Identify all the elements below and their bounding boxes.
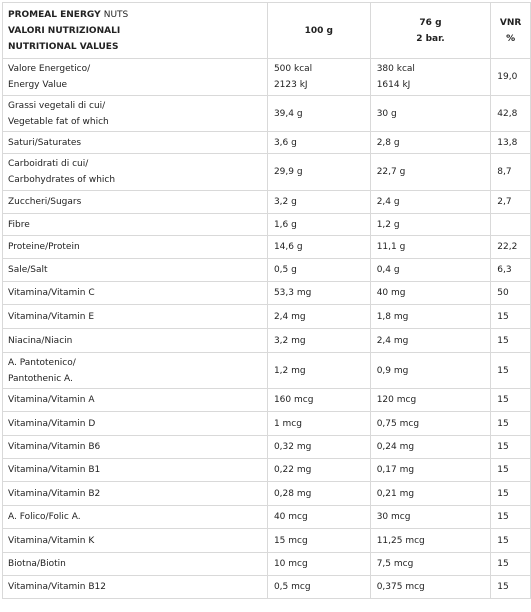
value-per-100g: 3,2 mg xyxy=(267,329,370,353)
table-row xyxy=(3,389,531,412)
nutrient-label: Vitamina/Vitamin B12 xyxy=(3,576,268,599)
value-per-portion: 1,8 mg xyxy=(370,305,491,329)
value-per-100g: 0,28 mg xyxy=(267,482,370,506)
value-per-100g: 15 mcg xyxy=(267,529,370,553)
value-per-100g: 3,6 g xyxy=(267,132,370,154)
value-per-100g: 1,6 g xyxy=(267,214,370,236)
vnr-percent: 8,7 xyxy=(491,154,531,191)
vnr-percent: 6,3 xyxy=(491,259,531,282)
vnr-percent: 2,7 xyxy=(491,191,531,214)
value-per-portion: 0,21 mg xyxy=(370,482,491,506)
vnr-percent: 15 xyxy=(491,436,531,459)
nutrient-label: Grassi vegetali di cui/ Vegetable fat of which xyxy=(3,96,268,132)
value-per-100g: 14,6 g xyxy=(267,236,370,259)
table-row xyxy=(3,436,531,459)
vnr-percent: 15 xyxy=(491,389,531,412)
vnr-percent: 15 xyxy=(491,506,531,529)
table-row xyxy=(3,191,531,214)
nutrient-label: Vitamina/Vitamin K xyxy=(3,529,268,553)
vnr-percent: 15 xyxy=(491,576,531,599)
table-row xyxy=(3,59,531,96)
table-row xyxy=(3,96,531,132)
value-per-100g: 53,3 mg xyxy=(267,282,370,305)
value-per-portion: 0,375 mcg xyxy=(370,576,491,599)
vnr-percent xyxy=(491,214,531,236)
column-header-portion: 76 g 2 bar. xyxy=(370,3,491,59)
nutrient-label: Vitamina/Vitamin B2 xyxy=(3,482,268,506)
value-per-portion: 30 g xyxy=(370,96,491,132)
nutrient-label: Proteine/Protein xyxy=(3,236,268,259)
table-row xyxy=(3,214,531,236)
table-row xyxy=(3,506,531,529)
value-per-portion: 11,1 g xyxy=(370,236,491,259)
vnr-percent: 15 xyxy=(491,482,531,506)
value-per-100g: 39,4 g xyxy=(267,96,370,132)
table-row xyxy=(3,282,531,305)
table-row xyxy=(3,482,531,506)
table-row xyxy=(3,132,531,154)
nutrient-label: Valore Energetico/ Energy Value xyxy=(3,59,268,96)
nutrient-label: Sale/Salt xyxy=(3,259,268,282)
value-per-portion: 22,7 g xyxy=(370,154,491,191)
value-per-portion: 380 kcal 1614 kJ xyxy=(370,59,491,96)
nutrient-label: Zuccheri/Sugars xyxy=(3,191,268,214)
value-per-100g: 0,5 mcg xyxy=(267,576,370,599)
value-per-100g: 1 mcg xyxy=(267,412,370,436)
table-row xyxy=(3,529,531,553)
table-row xyxy=(3,305,531,329)
value-per-portion: 7,5 mcg xyxy=(370,553,491,576)
table-title: PROMEAL ENERGY NUTS VALORI NUTRIZIONALI NUTRITIONAL VALUES xyxy=(3,3,268,59)
value-per-portion: 30 mcg xyxy=(370,506,491,529)
vnr-percent: 42,8 xyxy=(491,96,531,132)
vnr-percent: 15 xyxy=(491,353,531,389)
nutrient-label: A. Folico/Folic A. xyxy=(3,506,268,529)
value-per-100g: 0,5 g xyxy=(267,259,370,282)
table-row xyxy=(3,329,531,353)
value-per-portion: 2,4 mg xyxy=(370,329,491,353)
table-row xyxy=(3,576,531,599)
value-per-100g: 10 mcg xyxy=(267,553,370,576)
value-per-100g: 1,2 mg xyxy=(267,353,370,389)
value-per-100g: 0,22 mg xyxy=(267,459,370,482)
table-row xyxy=(3,412,531,436)
nutrient-label: Carboidrati di cui/ Carbohydrates of which xyxy=(3,154,268,191)
vnr-percent: 22,2 xyxy=(491,236,531,259)
value-per-portion: 1,2 g xyxy=(370,214,491,236)
value-per-portion: 2,8 g xyxy=(370,132,491,154)
value-per-100g: 29,9 g xyxy=(267,154,370,191)
table-row xyxy=(3,154,531,191)
vnr-percent: 15 xyxy=(491,305,531,329)
nutrient-label: Saturi/Saturates xyxy=(3,132,268,154)
vnr-percent: 19,0 xyxy=(491,59,531,96)
value-per-portion: 0,9 mg xyxy=(370,353,491,389)
nutrient-label: Fibre xyxy=(3,214,268,236)
nutrient-label: Vitamina/Vitamin B6 xyxy=(3,436,268,459)
table-row xyxy=(3,459,531,482)
vnr-percent: 15 xyxy=(491,329,531,353)
nutrient-label: Vitamina/Vitamin D xyxy=(3,412,268,436)
nutrient-label: A. Pantotenico/ Pantothenic A. xyxy=(3,353,268,389)
header-row xyxy=(3,3,531,59)
value-per-100g: 160 mcg xyxy=(267,389,370,412)
nutrient-label: Biotna/Biotin xyxy=(3,553,268,576)
nutrient-label: Vitamina/Vitamin E xyxy=(3,305,268,329)
vnr-percent: 15 xyxy=(491,553,531,576)
value-per-100g: 40 mcg xyxy=(267,506,370,529)
value-per-100g: 2,4 mg xyxy=(267,305,370,329)
value-per-portion: 2,4 g xyxy=(370,191,491,214)
value-per-100g: 0,32 mg xyxy=(267,436,370,459)
nutrition-table xyxy=(2,2,531,599)
value-per-portion: 0,17 mg xyxy=(370,459,491,482)
value-per-100g: 500 kcal 2123 kJ xyxy=(267,59,370,96)
table-row xyxy=(3,353,531,389)
value-per-portion: 0,4 g xyxy=(370,259,491,282)
vnr-percent: 15 xyxy=(491,459,531,482)
vnr-percent: 50 xyxy=(491,282,531,305)
value-per-portion: 40 mg xyxy=(370,282,491,305)
value-per-portion: 11,25 mcg xyxy=(370,529,491,553)
vnr-percent: 15 xyxy=(491,412,531,436)
vnr-percent: 15 xyxy=(491,529,531,553)
vnr-percent: 13,8 xyxy=(491,132,531,154)
nutrient-label: Niacina/Niacin xyxy=(3,329,268,353)
value-per-100g: 3,2 g xyxy=(267,191,370,214)
nutrient-label: Vitamina/Vitamin C xyxy=(3,282,268,305)
nutrient-label: Vitamina/Vitamin A xyxy=(3,389,268,412)
value-per-portion: 120 mcg xyxy=(370,389,491,412)
column-header-100g: 100 g xyxy=(267,3,370,59)
value-per-portion: 0,75 mcg xyxy=(370,412,491,436)
table-row xyxy=(3,259,531,282)
table-row xyxy=(3,553,531,576)
table-row xyxy=(3,236,531,259)
column-header-vnr: VNR % xyxy=(491,3,531,59)
value-per-portion: 0,24 mg xyxy=(370,436,491,459)
nutrient-label: Vitamina/Vitamin B1 xyxy=(3,459,268,482)
